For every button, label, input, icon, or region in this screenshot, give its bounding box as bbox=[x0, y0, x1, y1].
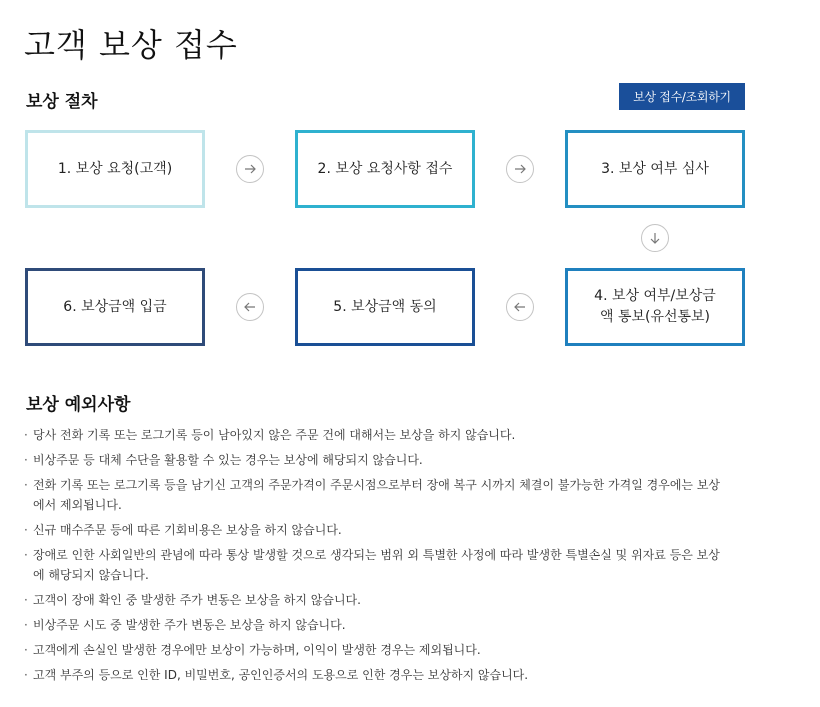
list-item bbox=[24, 640, 724, 660]
list-item bbox=[24, 425, 724, 445]
step-2-box bbox=[295, 130, 475, 208]
bullet-icon: · bbox=[24, 523, 28, 537]
step-4-box bbox=[565, 268, 745, 346]
list-item bbox=[24, 590, 724, 610]
step-label: 5. 보상금액 동의 bbox=[333, 298, 437, 315]
list-item bbox=[24, 545, 724, 585]
exception-text: 당사 전화 기록 또는 로그기록 등이 남아있지 않은 주문 건에 대해서는 보상을 하지 않습니다. bbox=[33, 428, 516, 442]
bullet-icon: · bbox=[24, 643, 28, 657]
list-item bbox=[24, 665, 724, 685]
exception-text: 고객에게 손실인 발생한 경우에만 보상이 가능하며, 이익이 발생한 경우는 제외됩니다. bbox=[33, 643, 481, 657]
bullet-icon: · bbox=[24, 548, 28, 562]
bullet-icon: · bbox=[24, 478, 28, 492]
exception-text: 비상주문 등 대체 수단을 활용할 수 있는 경우는 보상에 해당되지 않습니다. bbox=[33, 453, 423, 467]
bullet-icon: · bbox=[24, 593, 28, 607]
arrow-right-icon bbox=[506, 155, 534, 183]
procedure-section-title: 보상 절차 bbox=[26, 92, 98, 112]
exception-text: 장애로 인한 사회일반의 관념에 따라 통상 발생할 것으로 생각되는 범위 외 특별한 사정에 따라 발생한 특별손실 및 위자료 등은 보상에 해당되지 않습니다. bbox=[33, 548, 720, 582]
exception-text: 고객 부주의 등으로 인한 ID, 비밀번호, 공인인증서의 도용으로 인한 경우는 보상하지 않습니다. bbox=[33, 668, 529, 682]
step-1-box bbox=[25, 130, 205, 208]
arrow-down-icon bbox=[641, 224, 669, 252]
page-title: 고객 보상 접수 bbox=[24, 26, 238, 64]
list-item bbox=[24, 615, 724, 635]
bullet-icon: · bbox=[24, 618, 28, 632]
exception-text: 신규 매수주문 등에 따른 기회비용은 보상을 하지 않습니다. bbox=[33, 523, 342, 537]
arrow-left-icon bbox=[236, 293, 264, 321]
list-item bbox=[24, 450, 724, 470]
exception-text: 고객이 장애 확인 중 발생한 주가 변동은 보상을 하지 않습니다. bbox=[33, 593, 361, 607]
exceptions-list bbox=[24, 425, 724, 690]
bullet-icon: · bbox=[24, 428, 28, 442]
bullet-icon: · bbox=[24, 453, 28, 467]
step-label: 3. 보상 여부 심사 bbox=[601, 160, 709, 177]
step-5-box bbox=[295, 268, 475, 346]
step-6-box bbox=[25, 268, 205, 346]
step-label: 2. 보상 요청사항 접수 bbox=[317, 160, 453, 177]
exceptions-section-title: 보상 예외사항 bbox=[26, 395, 131, 415]
bullet-icon: · bbox=[24, 668, 28, 682]
claim-lookup-button[interactable]: 보상 접수/조회하기 bbox=[619, 83, 745, 110]
step-label: 4. 보상 여부/보상금액 통보(유선통보) bbox=[594, 288, 716, 325]
step-label: 1. 보상 요청(고객) bbox=[57, 160, 173, 177]
arrow-left-icon bbox=[506, 293, 534, 321]
list-item bbox=[24, 520, 724, 540]
list-item bbox=[24, 475, 724, 515]
step-label: 6. 보상금액 입금 bbox=[63, 298, 167, 315]
arrow-right-icon bbox=[236, 155, 264, 183]
step-3-box bbox=[565, 130, 745, 208]
exception-text: 전화 기록 또는 로그기록 등을 남기신 고객의 주문가격이 주문시점으로부터 장애 복구 시까지 체결이 불가능한 가격일 경우에는 보상에서 제외됩니다. bbox=[33, 478, 721, 512]
exception-text: 비상주문 시도 중 발생한 주가 변동은 보상을 하지 않습니다. bbox=[33, 618, 346, 632]
